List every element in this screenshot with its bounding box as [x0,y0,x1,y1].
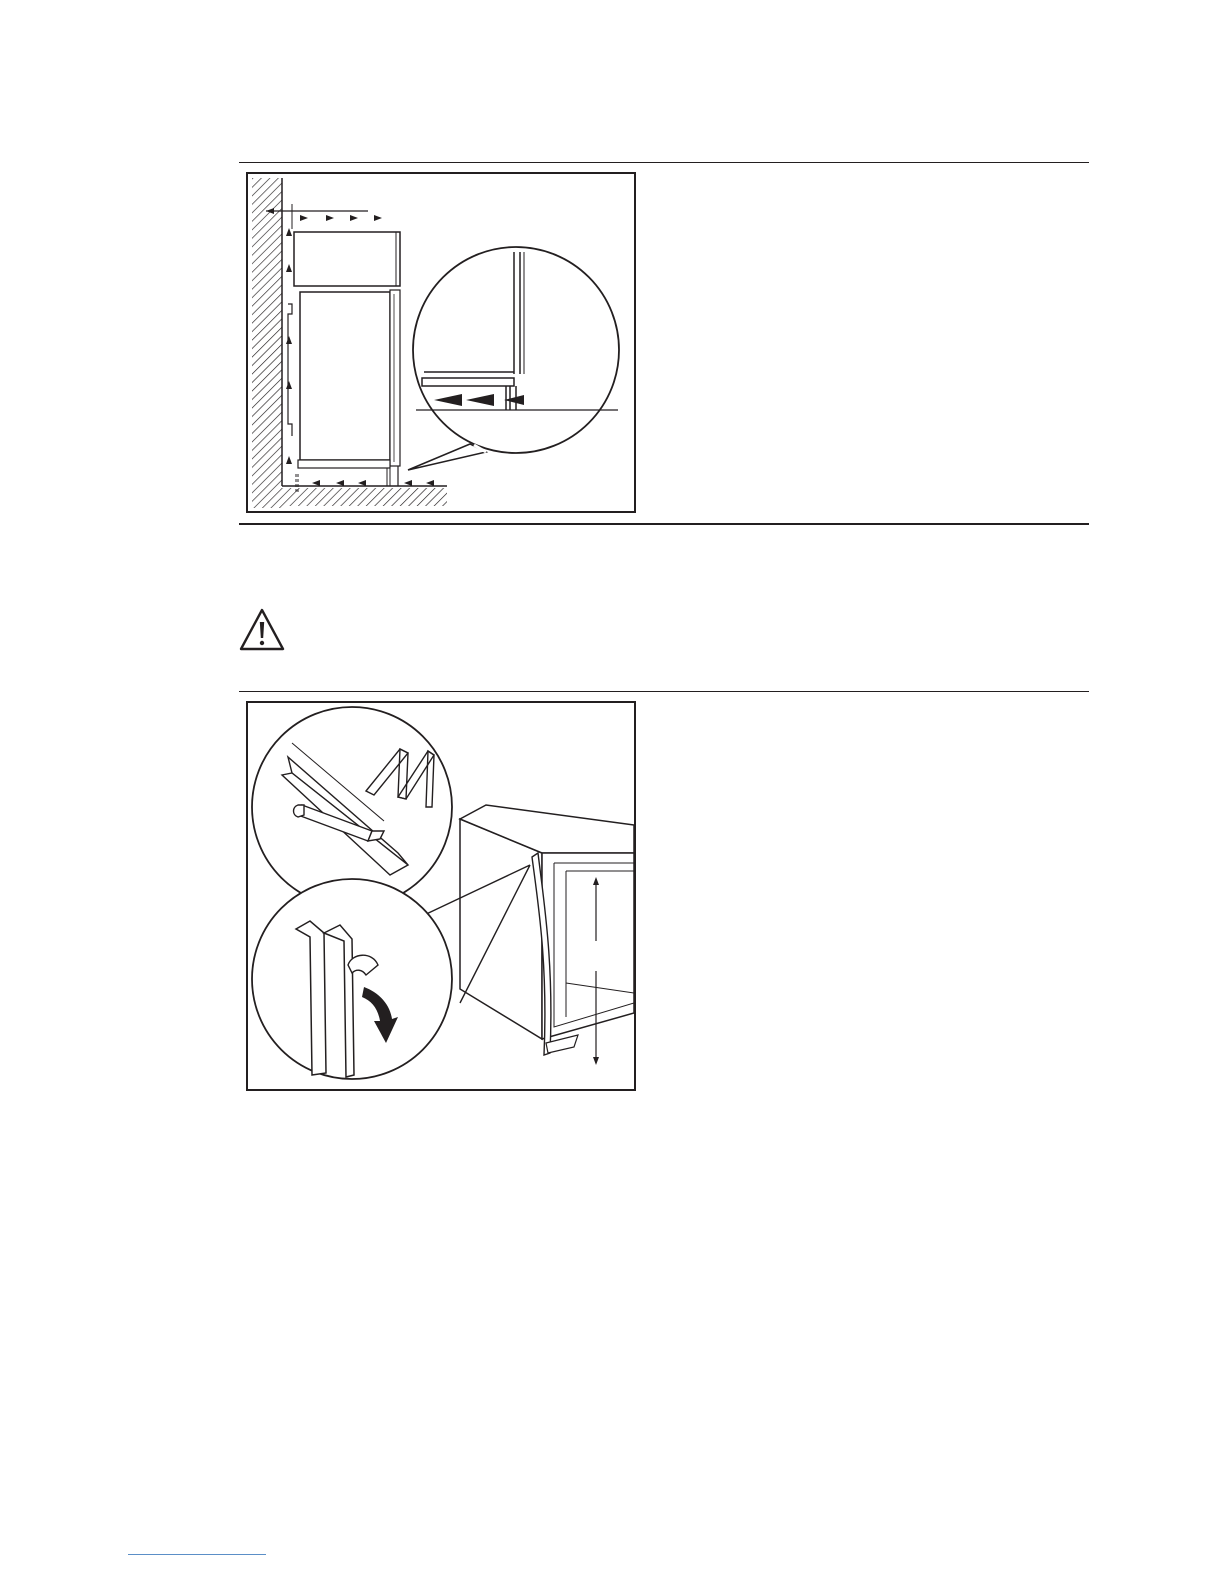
zoom-callout-circle [413,247,619,453]
ventilation-diagram [246,172,636,513]
warning-triangle-icon [238,607,286,653]
bottom-airflow-arrows [312,480,434,486]
floor-hatch [282,488,447,506]
wall-hatch [252,178,282,508]
callout-pointer [408,444,486,470]
upper-cabinet [294,232,400,286]
condenser-coil [288,304,292,436]
seal-strip-diagram [246,701,636,1091]
mid-rule [239,523,1089,525]
top-airflow-arrows [300,215,382,221]
appliance-door [390,290,400,466]
ventilation-illustration [248,174,634,511]
cutting-detail-circle [252,707,452,907]
appliance-body [300,292,390,460]
footer-link-underline[interactable] [128,1554,266,1555]
top-rule [239,162,1089,163]
seal-strip-illustration [248,703,634,1089]
section-rule [239,691,1089,692]
rear-airflow-arrows [286,228,292,464]
plinth [298,460,390,468]
